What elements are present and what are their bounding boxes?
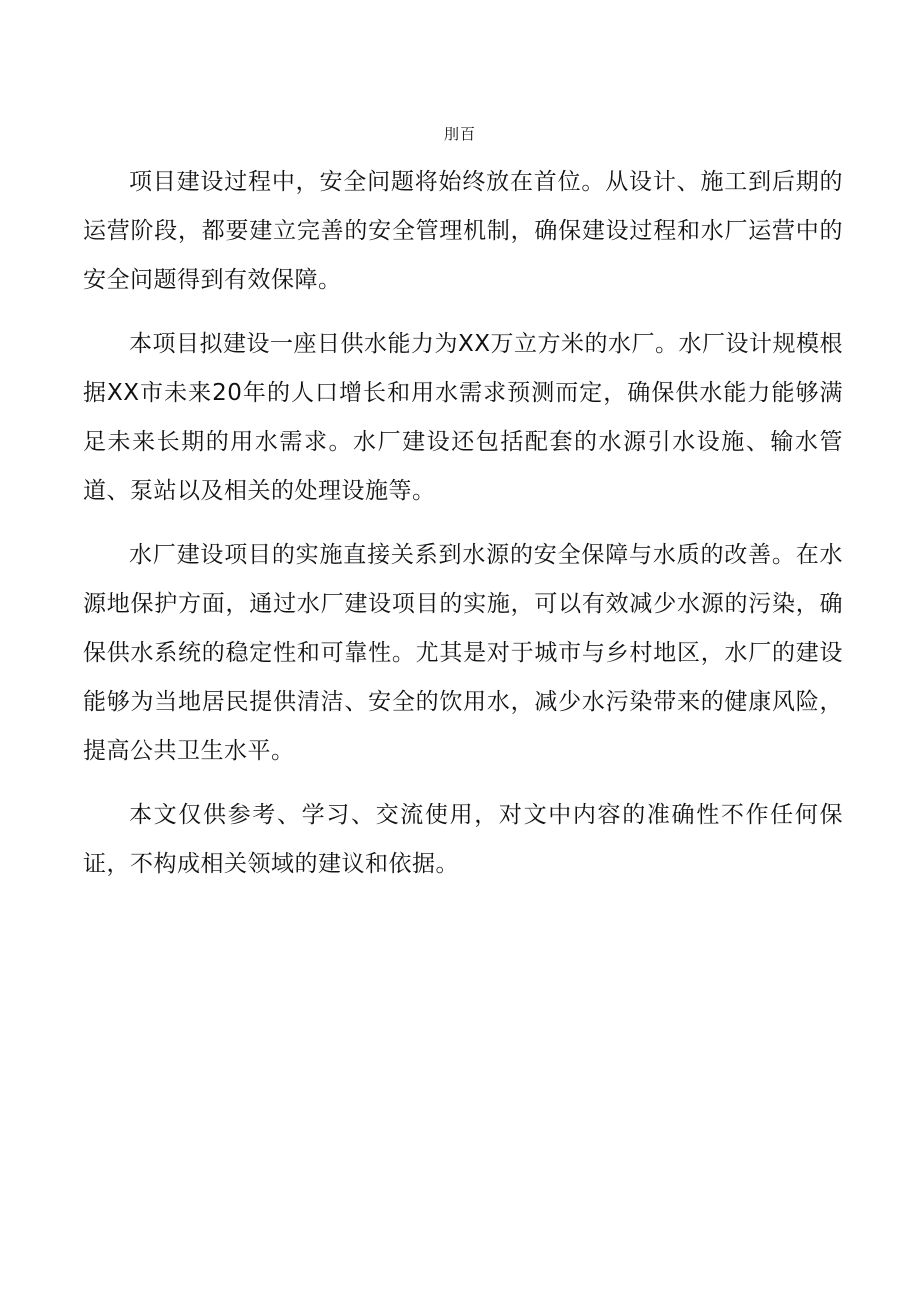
page-heading: 刖百 (443, 125, 476, 143)
paragraph-disclaimer: 本文仅供参考、学习、交流使用，对文中内容的准确性不作任何保证，不构成相关领域的建议和依据。 (83, 802, 843, 877)
paragraph-water-protection: 水厂建设项目的实施直接关系到水源的安全保障与水质的改善。在水源地保护方面，通过水厂建设项目的实施，可以有效减少水源的污染，确保供水系统的稳定性和可靠性。尤其是对于城市与乡村地区，水厂的建设能够为当地居民提供清洁、安全的饮用水，减少水污染带来的健康风险，提高公共卫生水平。 (83, 542, 843, 764)
paragraph-safety: 项目建设过程中，安全问题将始终放在首位。从设计、施工到后期的运营阶段，都要建立完善的安全管理机制，确保建设过程和水厂运营中的安全问题得到有效保障。 (83, 169, 843, 293)
document-body (83, 158, 843, 904)
paragraph-project-scope: 本项目拟建设一座日供水能力为XX万立方米的水厂。水厂设计规模根据XX市未来20年的人口增长和用水需求预测而定，确保供水能力能够满足未来长期的用水需求。水厂建设还包括配套的水源引水设施、输水管道、泵站以及相关的处理设施等。 (83, 331, 844, 504)
